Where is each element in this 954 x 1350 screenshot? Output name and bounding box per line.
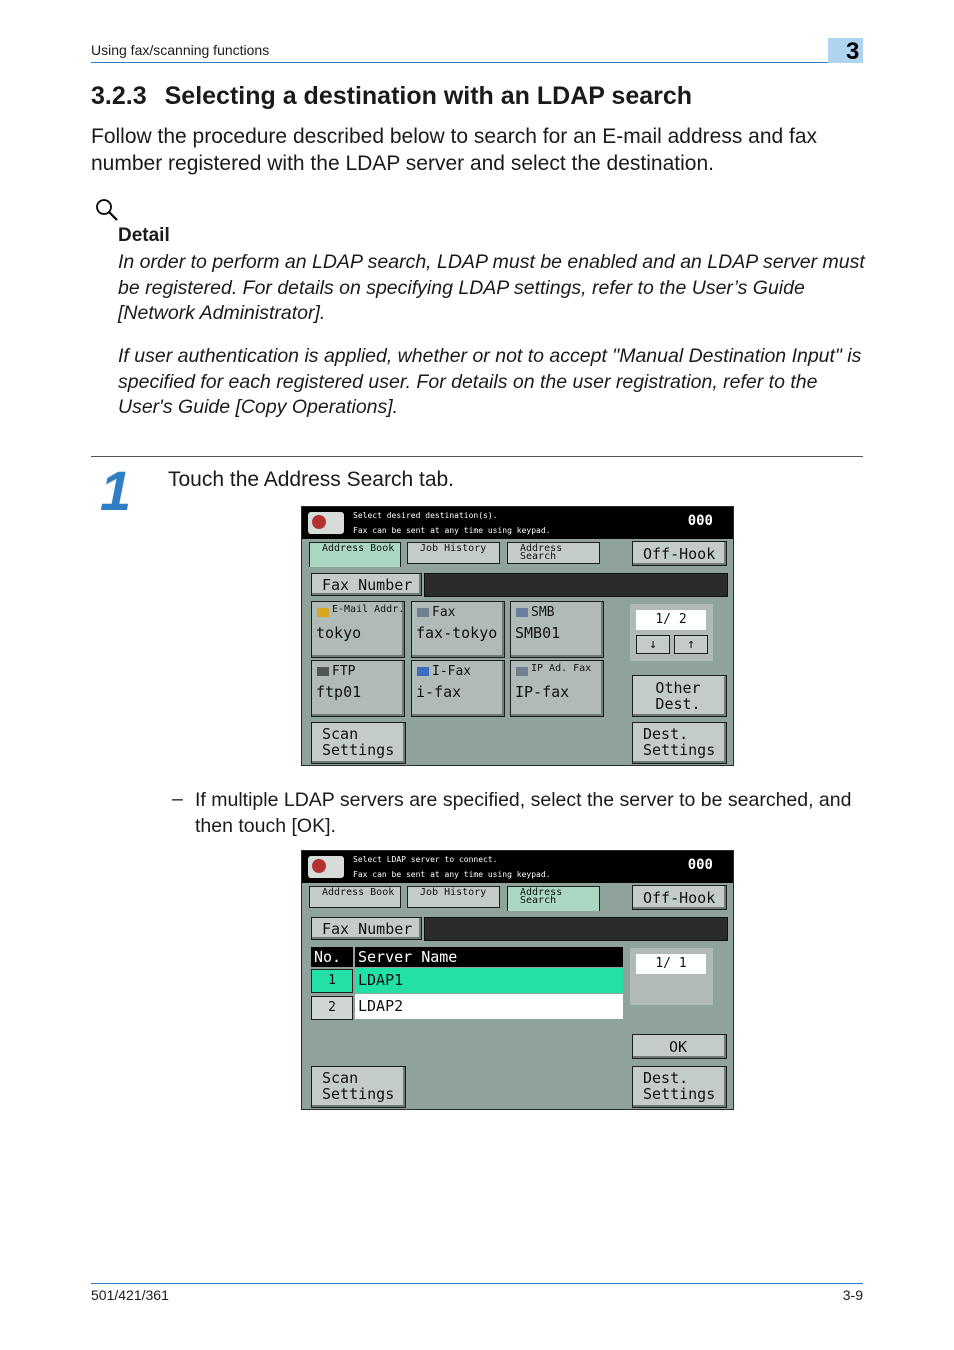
- server-row-selected[interactable]: LDAP1: [355, 968, 623, 993]
- destination-button[interactable]: [411, 601, 505, 658]
- fax-number-button[interactable]: [311, 917, 422, 940]
- detail-paragraph-2: If user authentication is applied, whether or not to accept "Manual Destination Input" is specified for each registered user. For details on the user registration, refer to the User's Guide [Copy Operations].: [118, 345, 862, 418]
- off-hook-label: Off-Hook: [643, 889, 716, 907]
- logo-icon: [308, 512, 344, 534]
- column-header-no: No.: [311, 947, 353, 967]
- page-indicator: [630, 948, 713, 1005]
- tab-job-history[interactable]: Job History: [407, 886, 500, 908]
- dest-settings-button[interactable]: [632, 1066, 727, 1108]
- smb-icon: [516, 608, 528, 617]
- message-line-1: Select desired destination(s).: [353, 511, 498, 520]
- message-line-2: Fax can be sent at any time using keypad.: [353, 870, 551, 879]
- bullet-text: If multiple LDAP servers are specified, select the server to be searched, and then touch [OK].: [195, 789, 852, 837]
- destination-type: E-Mail Addr.: [332, 604, 405, 615]
- tab-address-search[interactable]: Address Search: [507, 542, 600, 564]
- arrow-up-icon[interactable]: ↑: [674, 635, 708, 654]
- intro-paragraph: Follow the procedure described below to search for an E-mail address and fax number registered with the LDAP server and select the destination.: [91, 125, 818, 175]
- footer-model: 501/421/361: [91, 1287, 169, 1303]
- destination-name: fax-tokyo: [416, 624, 498, 642]
- message-line-2: Fax can be sent at any time using keypad.: [353, 526, 551, 535]
- fax-number-button[interactable]: [311, 573, 422, 596]
- dest-settings-label: Dest. Settings: [643, 725, 716, 759]
- scan-settings-label: Scan Settings: [322, 725, 395, 759]
- step-text: Touch the Address Search tab.: [168, 468, 455, 491]
- section-number: 3.2.3: [91, 82, 147, 110]
- destination-name: IP-fax: [515, 683, 570, 701]
- destination-button[interactable]: [510, 660, 604, 717]
- fax-icon: [417, 608, 429, 617]
- destination-name: i-fax: [416, 683, 462, 701]
- dest-settings-button[interactable]: [632, 722, 727, 764]
- destination-type: I-Fax: [432, 664, 472, 679]
- bullet-dash: –: [172, 788, 183, 810]
- fax-number-field[interactable]: [424, 917, 728, 941]
- header-rule: [91, 62, 863, 63]
- destination-name: SMB01: [515, 624, 561, 642]
- page-number: 1/ 1: [636, 954, 706, 974]
- footer-page-number: 3-9: [842, 1287, 863, 1303]
- page-indicator: [630, 604, 713, 661]
- destination-type: IP Ad. Fax: [531, 663, 592, 674]
- step-number: 1: [100, 459, 132, 522]
- column-header-server-name: Server Name: [355, 947, 623, 967]
- footer-rule: [91, 1283, 863, 1284]
- message-bar: [302, 507, 733, 539]
- other-dest-button[interactable]: [632, 675, 727, 717]
- page-number: 1/ 2: [636, 610, 706, 630]
- off-hook-button[interactable]: [632, 885, 727, 910]
- ok-label: OK: [669, 1038, 688, 1056]
- arrow-down-icon[interactable]: ↓: [636, 635, 670, 654]
- fax-number-label: Fax Number: [322, 576, 413, 594]
- email-icon: [317, 608, 329, 617]
- destination-button[interactable]: [510, 601, 604, 658]
- detail-label: Detail: [118, 225, 170, 246]
- fax-number-field[interactable]: [424, 573, 728, 597]
- destination-button[interactable]: [411, 660, 505, 717]
- destination-name: tokyo: [316, 624, 362, 642]
- ftp-icon: [317, 667, 329, 676]
- control-panel-screen-address-book: [301, 506, 734, 766]
- scan-settings-button[interactable]: [311, 722, 406, 764]
- fax-number-label: Fax Number: [322, 920, 413, 938]
- ip-fax-icon: [516, 667, 528, 676]
- destination-button[interactable]: [311, 601, 405, 658]
- tab-job-history[interactable]: Job History: [407, 542, 500, 564]
- running-title: Using fax/scanning functions: [91, 42, 270, 58]
- tab-address-book[interactable]: Address Book: [309, 542, 401, 567]
- destination-button[interactable]: [311, 660, 405, 717]
- row-number: 1: [311, 969, 353, 993]
- ifax-icon: [417, 667, 429, 676]
- section-title: [91, 82, 692, 111]
- server-row[interactable]: LDAP2: [355, 994, 623, 1019]
- step-separator: [91, 456, 863, 457]
- counter: 000: [687, 857, 713, 873]
- tab-address-book[interactable]: Address Book: [309, 886, 401, 908]
- detail-paragraph-1: In order to perform an LDAP search, LDAP must be enabled and an LDAP server must be registered. For details on specifying LDAP settings, refer to the User’s Guide [Network Administrator].: [118, 251, 865, 324]
- tab-address-search[interactable]: Address Search: [507, 886, 600, 911]
- scan-settings-label: Scan Settings: [322, 1069, 395, 1103]
- other-dest-label: Other Dest.: [655, 679, 701, 713]
- chapter-number: 3: [846, 38, 860, 65]
- scan-settings-button[interactable]: [311, 1066, 406, 1108]
- section-title-text: Selecting a destination with an LDAP search: [164, 82, 693, 110]
- counter: 000: [687, 513, 713, 529]
- destination-type: Fax: [432, 605, 456, 620]
- message-bar: [302, 851, 733, 883]
- ok-button[interactable]: [632, 1034, 727, 1059]
- destination-type: SMB: [531, 605, 555, 620]
- row-number: 2: [311, 996, 353, 1020]
- control-panel-screen-address-search: [301, 850, 734, 1110]
- dest-settings-label: Dest. Settings: [643, 1069, 716, 1103]
- magnifier-icon: [94, 197, 120, 223]
- destination-name: ftp01: [316, 683, 362, 701]
- logo-icon: [308, 856, 344, 878]
- off-hook-label: Off-Hook: [643, 545, 716, 563]
- message-line-1: Select LDAP server to connect.: [353, 855, 498, 864]
- destination-type: FTP: [332, 664, 356, 679]
- off-hook-button[interactable]: [632, 541, 727, 566]
